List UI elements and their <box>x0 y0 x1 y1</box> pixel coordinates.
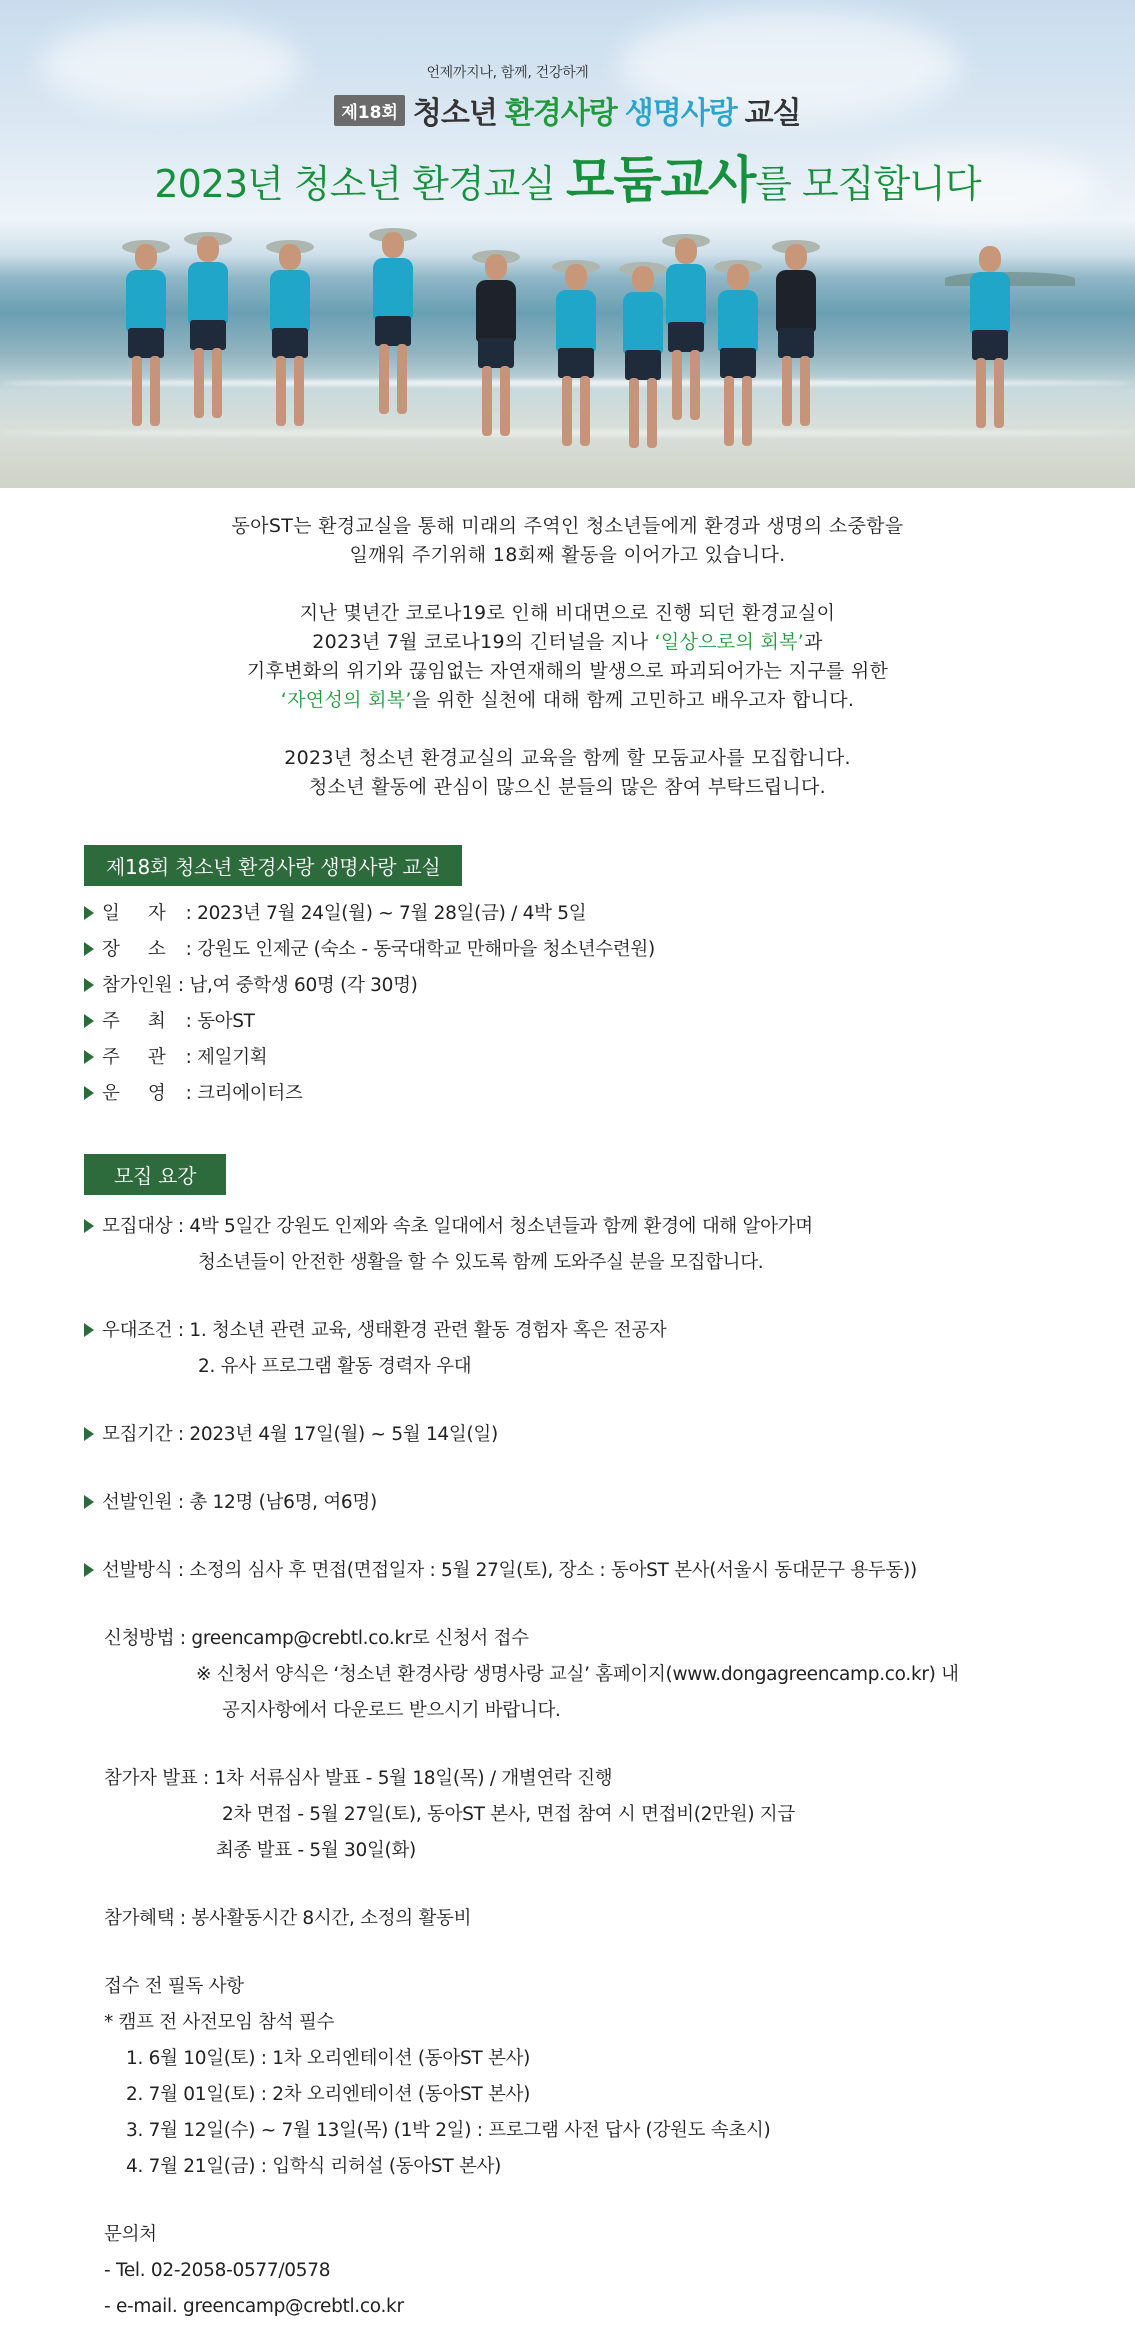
bullet-arrow-icon <box>84 1014 94 1028</box>
bullet-arrow-icon <box>84 1563 94 1577</box>
info-value: : 2023년 7월 24일(월) ~ 7월 28일(금) / 4박 5일 <box>180 903 587 924</box>
info-value: : 동아ST <box>180 1011 255 1032</box>
info-value: : 크리에이터즈 <box>180 1083 303 1104</box>
must-read-item: 2. 7월 01일(토) : 2차 오리엔테이션 (동아ST 본사) <box>126 2084 531 2105</box>
bullet-arrow-icon <box>84 906 94 920</box>
info-label: 모집대상 <box>102 1216 173 1237</box>
info-value: : 제일기획 <box>180 1047 268 1068</box>
must-read-item: 1. 6월 10일(토) : 1차 오리엔테이션 (동아ST 본사) <box>126 2048 531 2069</box>
intro-line: 2023년 7월 코로나19의 긴터널을 지나 <box>312 631 655 653</box>
headline-suffix: 를 모집합니다 <box>755 162 981 206</box>
contact-title: 문의처 <box>104 2224 157 2245</box>
apply-note-cont: 공지사항에서 다운로드 받으시기 바랍니다. <box>222 1700 561 1721</box>
recruit-info-list <box>84 1209 1135 2325</box>
intro-paragraph-1 <box>0 512 1135 570</box>
intro-paragraph-3 <box>0 744 1135 802</box>
info-row-organizer: 주 관 : 제일기획 <box>84 1040 1135 1076</box>
hero-banner <box>0 0 1135 488</box>
bullet-arrow-icon <box>84 1323 94 1337</box>
apply-line: 신청방법 : greencamp@crebtl.co.kr로 신청서 접수 <box>104 1628 529 1649</box>
info-label: 모집기간 <box>102 1424 173 1445</box>
logo-tagline: 언제까지나, 함께, 건강하게 <box>426 65 589 81</box>
program-section-title: 제18회 청소년 환경사랑 생명사랑 교실 <box>84 845 462 886</box>
intro-line: 지난 몇년간 코로나19로 인해 비대면으로 진행 되던 환경교실이 <box>299 602 836 624</box>
must-read-line: * 캠프 전 사전모임 참석 필수 <box>104 2012 335 2033</box>
apply-method <box>84 1621 1135 1729</box>
intro-line: 2023년 청소년 환경교실의 교육을 함께 할 모둠교사를 모집합니다. <box>284 747 851 769</box>
headline-emphasis: 모둠교사 <box>566 151 756 209</box>
bullet-arrow-icon <box>84 1427 94 1441</box>
bullet-arrow-icon <box>84 1050 94 1064</box>
bullet-arrow-icon <box>84 1086 94 1100</box>
must-read-title: 접수 전 필독 사항 <box>104 1976 244 1997</box>
must-read-item: 4. 7월 21일(금) : 입학식 리허설 (동아ST 본사) <box>126 2156 501 2177</box>
info-value: : 총 12명 (남6명, 여6명) <box>172 1492 377 1513</box>
info-value: : 2023년 4월 17일(월) ~ 5월 14일(일) <box>172 1424 498 1445</box>
info-value-cont: 2. 유사 프로그램 활동 경력자 우대 <box>198 1356 472 1377</box>
edition-badge: 제18회 <box>334 95 405 126</box>
bullet-arrow-icon <box>84 942 94 956</box>
benefit: 참가혜택 : 봉사활동시간 8시간, 소정의 활동비 <box>104 1908 472 1929</box>
announce-line: 참가자 발표 : 1차 서류심사 발표 - 5월 18일(목) / 개별연락 진행 <box>104 1768 613 1789</box>
info-value: : 소정의 심사 후 면접(면접일자 : 5월 27일(토), 장소 : 동아ST 본사(서울시 동대문구 용두동)) <box>172 1560 917 1581</box>
announce-line: 2차 면접 - 5월 27일(토), 동아ST 본사, 면접 참여 시 면접비(2만원) 지급 <box>222 1804 795 1825</box>
logo-word-life: 생명사랑 <box>624 96 737 131</box>
info-row-participants <box>84 968 1135 1004</box>
recruit-section-title: 모집 요강 <box>84 1154 226 1195</box>
logo-word-environment: 환경사랑 <box>504 96 617 131</box>
intro-line: 청소년 활동에 관심이 많으신 분들의 많은 참여 부탁드립니다. <box>308 776 827 798</box>
intro-line: 을 위한 실천에 대해 함께 고민하고 배우고자 합니다. <box>411 689 855 711</box>
recruit-selection-method <box>84 1553 1135 1589</box>
logo-word-youth: 청소년 <box>412 96 497 131</box>
bullet-arrow-icon <box>84 1219 94 1233</box>
info-row-date: 일 자 : 2023년 7월 24일(월) ~ 7월 28일(금) / 4박 5일 <box>84 896 1135 932</box>
recruit-period <box>84 1417 1135 1453</box>
contact <box>84 2217 1135 2325</box>
program-section <box>0 831 1135 1112</box>
info-label: 참가인원 <box>102 975 173 996</box>
highlight-nature-recovery: ‘자연성의 회복’ <box>280 689 412 711</box>
intro-paragraph-2 <box>0 599 1135 715</box>
apply-note: ※ 신청서 양식은 ‘청소년 환경사랑 생명사랑 교실’ 홈페이지(www.dongagreencamp.co.kr) 내 <box>196 1664 959 1685</box>
info-value-cont: 청소년들이 안전한 생활을 할 수 있도록 함께 도와주실 분을 모집합니다. <box>198 1252 764 1273</box>
info-value: : 1. 청소년 관련 교육, 생태환경 관련 활동 경험자 혹은 전공자 <box>172 1320 667 1341</box>
intro-line: 과 <box>804 631 823 653</box>
bullet-arrow-icon <box>84 978 94 992</box>
recruit-section <box>0 1140 1135 2325</box>
contact-tel: - Tel. 02-2058-0577/0578 <box>104 2260 331 2281</box>
headline-prefix: 2023년 청소년 환경교실 <box>154 162 555 206</box>
must-read-item: 3. 7월 12일(수) ~ 7월 13일(목) (1박 2일) : 프로그램 사전 답사 (강원도 속초시) <box>126 2120 771 2141</box>
contact-email: - e-mail. greencamp@crebtl.co.kr <box>104 2296 404 2317</box>
info-value: : 남,여 중학생 60명 (각 30명) <box>172 975 418 996</box>
announce-line: 최종 발표 - 5월 30일(화) <box>216 1840 416 1861</box>
must-read <box>84 1969 1135 2185</box>
intro-line: 기후변화의 위기와 끊임없는 자연재해의 발생으로 파괴되어가는 지구를 위한 <box>246 660 889 682</box>
info-value: : 강원도 인제군 (숙소 - 동국대학교 만해마을 청소년수련원) <box>180 939 655 960</box>
recruit-preference <box>84 1313 1135 1385</box>
announcement <box>84 1761 1135 1869</box>
event-logo <box>0 62 1135 132</box>
info-value: : 4박 5일간 강원도 인제와 속초 일대에서 청소년들과 함께 환경에 대해 알아가며 <box>172 1216 813 1237</box>
info-label: 우대조건 <box>102 1320 173 1341</box>
intro-line: 동아ST는 환경교실을 통해 미래의 주역인 청소년들에게 환경과 생명의 소중함을 <box>231 515 904 537</box>
info-row-operator: 운 영 : 크리에이터즈 <box>84 1076 1135 1112</box>
intro-text <box>0 512 1135 802</box>
bullet-arrow-icon <box>84 1495 94 1509</box>
info-label: 선발인원 <box>102 1492 173 1513</box>
children-running-photo <box>0 240 1135 450</box>
info-row-host: 주 최 : 동아ST <box>84 1004 1135 1040</box>
page-headline <box>0 140 1135 212</box>
logo-word-class: 교실 <box>744 96 801 131</box>
recruit-target <box>84 1209 1135 1281</box>
highlight-daily-recovery: ‘일상으로의 회복’ <box>654 631 805 653</box>
info-row-place: 장 소 : 강원도 인제군 (숙소 - 동국대학교 만해마을 청소년수련원) <box>84 932 1135 968</box>
intro-line: 일깨워 주기위해 18회째 활동을 이어가고 있습니다. <box>349 544 786 566</box>
info-label: 선발방식 <box>102 1560 173 1581</box>
program-info-list <box>84 896 1135 1112</box>
recruit-count <box>84 1485 1135 1521</box>
